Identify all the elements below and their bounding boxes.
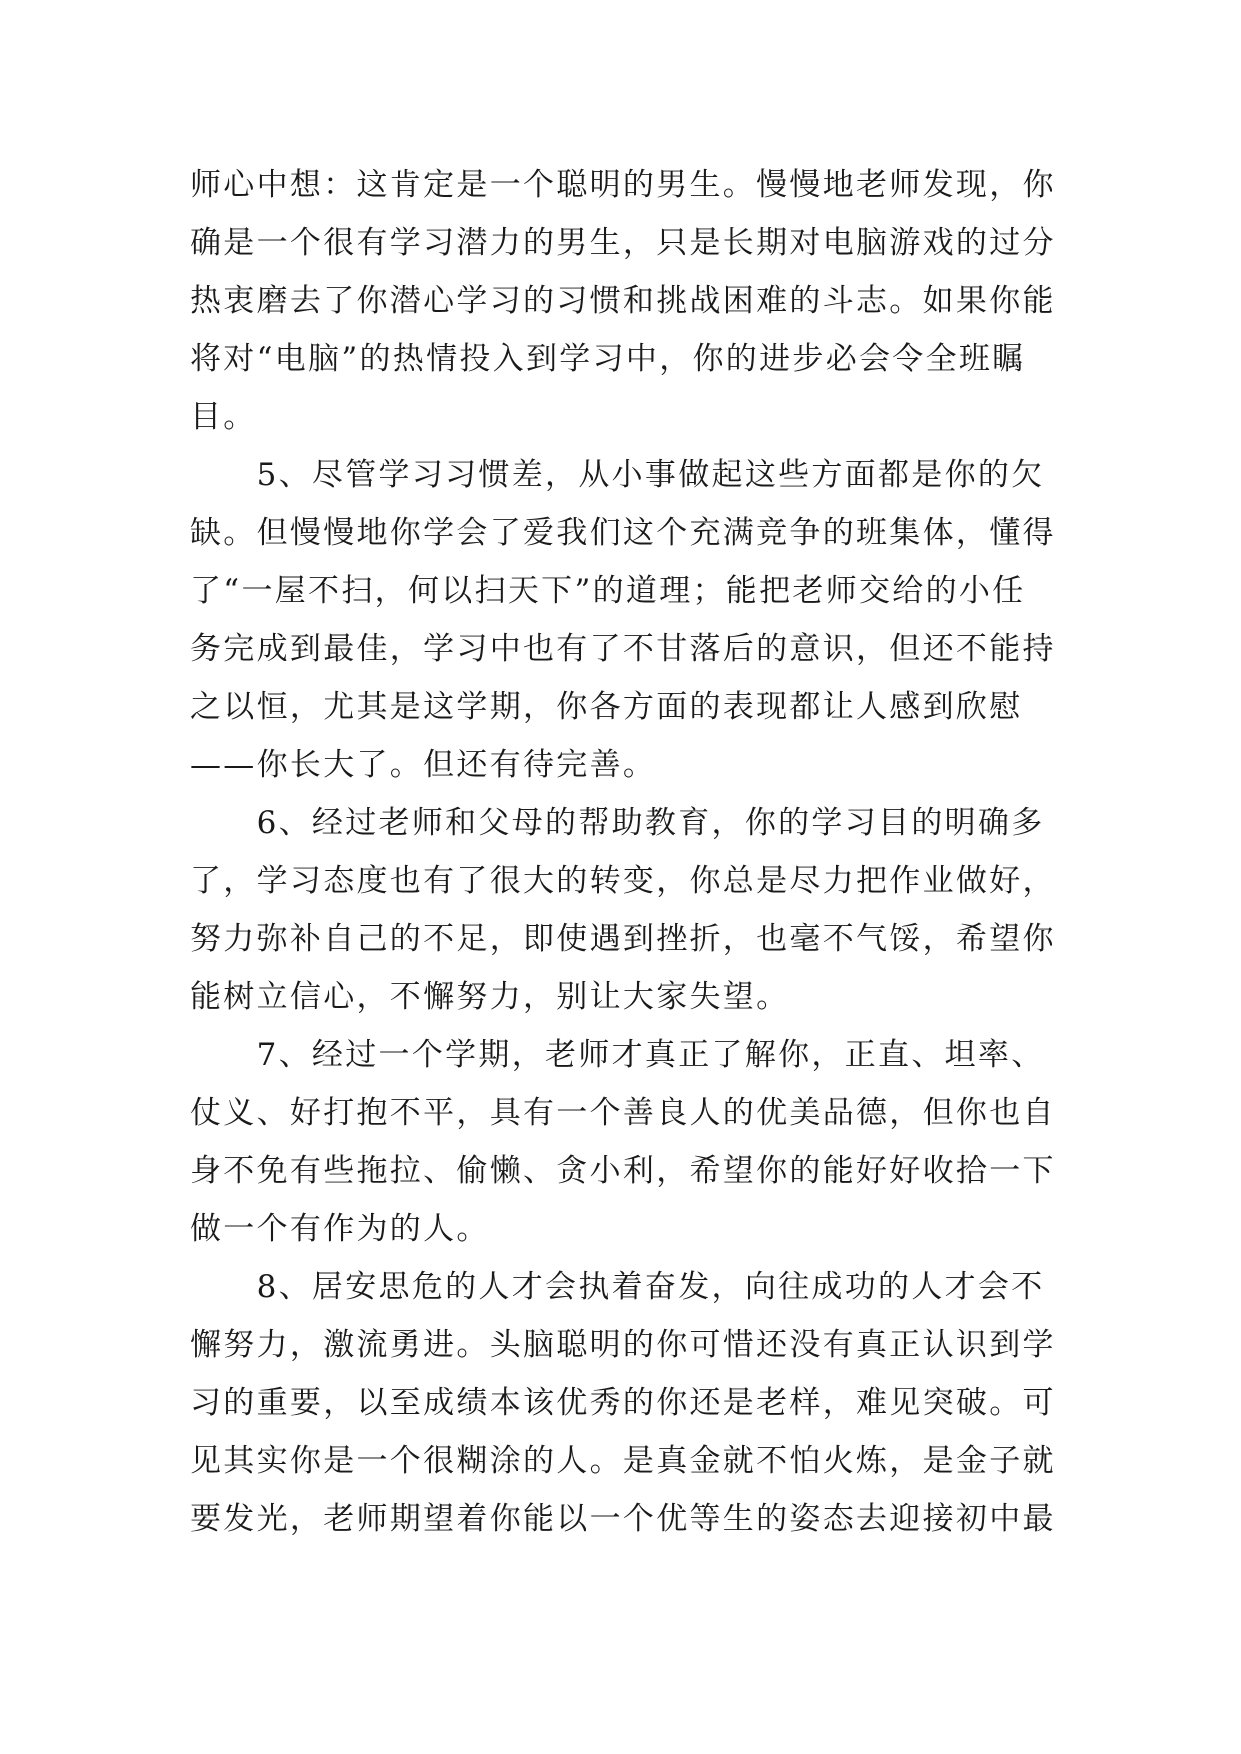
paragraph-comment-5: 5、尽管学习习惯差，从小事做起这些方面都是你的欠 缺。但慢慢地你学会了爱我们这个充满竞争的班集体，懂得 了“一屋不扫，何以扫天下”的道理；能把老师交给的小任 务完成到最佳，学习中也有了不甘落后的意识，但还不能持 之以恒，尤其是这学期，你各方面的表现都让人感到欣慰 ——你长大了。但还有待完善。 [190,457,1056,783]
paragraph-comment-6: 6、经过老师和父母的帮助教育，你的学习目的明确多 了，学习态度也有了很大的转变，你总是尽力把作业做好， 努力弥补自己的不足，即使遇到挫折，也毫不气馁，希望你 能树立信心，不懈努力，别让大家失望。 [190,805,1056,1015]
paragraph-comment-7: 7、经过一个学期，老师才真正了解你，正直、坦率、 仗义、好打抱不平，具有一个善良人的优美品德，但你也自 身不免有些拖拉、偷懒、贪小利，希望你的能好好收拾一下 做一个有作为的人。 [190,1037,1056,1247]
document-body [190,156,1058,1548]
paragraph-comment-8: 8、居安思危的人才会执着奋发，向往成功的人才会不 懈努力，激流勇进。头脑聪明的你可惜还没有真正认识到学 习的重要，以至成绩本该优秀的你还是老样，难见突破。可 见其实你是一个很糊涂的人。是真金就不怕火炼，是金子就 要发光，老师期望着你能以一个优等生的姿态去迎接初中最 [190,1269,1056,1537]
paragraph-continuation: 师心中想：这肯定是一个聪明的男生。慢慢地老师发现，你 确是一个很有学习潜力的男生，只是长期对电脑游戏的过分 热衷磨去了你潜心学习的习惯和挑战困难的斗志。如果你能 将对“电脑”的热情投入到学习中，你的进步必会令全班瞩 目。 [190,167,1056,435]
